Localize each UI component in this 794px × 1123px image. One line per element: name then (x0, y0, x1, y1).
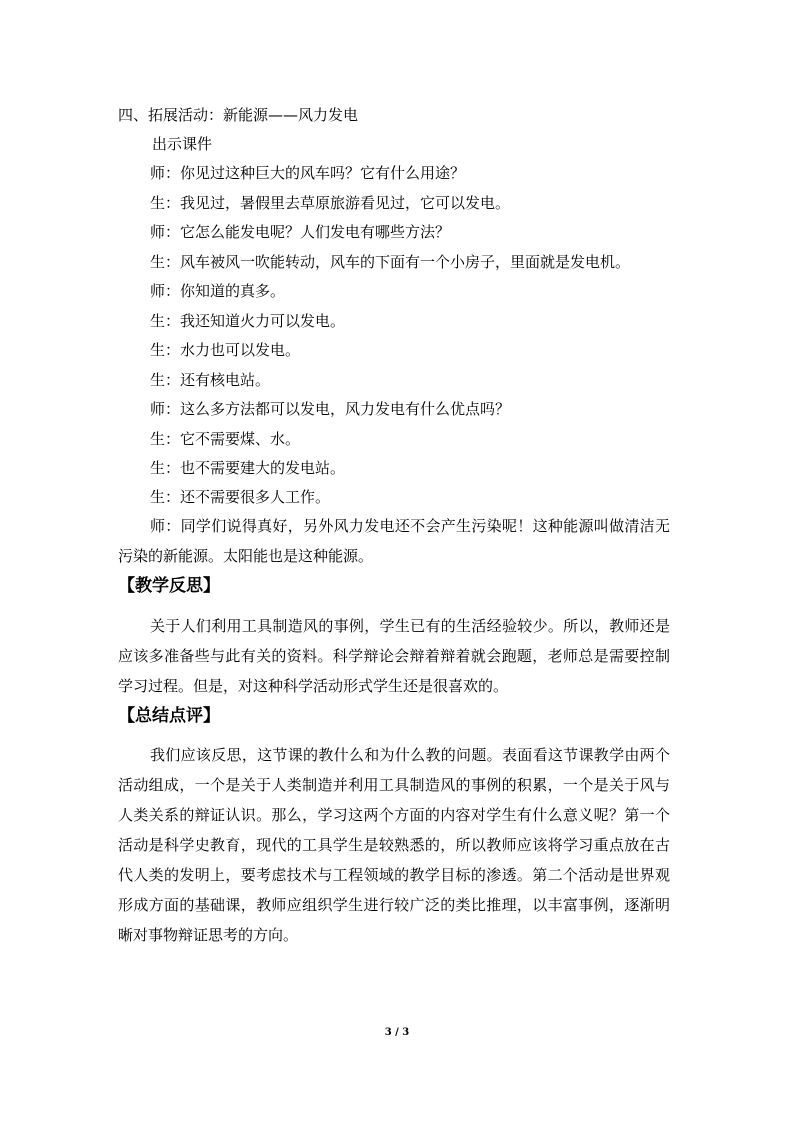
dialogue-line: 师：它怎么能发电呢？人们发电有哪些方法？ (150, 223, 451, 241)
dialogue-line: 生：它不需要煤、水。 (150, 430, 301, 448)
page-number: 3 / 3 (384, 1027, 410, 1038)
dialogue-line: 生：水力也可以发电。 (150, 341, 301, 359)
reflection-body: 关于人们利用工具制造风的事例，学生已有的生活经验较少。所以，教师还是应该多准备些与此有关的资料。科学辩论会辩着辩着就会跑题，老师总是需要控制学习过程。但是，对这种科学活动形式学生还是很喜欢的。 (118, 617, 670, 695)
dialogue-line: 生：也不需要建大的发电站。 (150, 459, 346, 477)
reflection-heading: 【教学反思】 (118, 576, 220, 596)
section-title: 四、拓展活动：新能源——风力发电 (118, 106, 359, 124)
dialogue-line: 生：我还知道火力可以发电。 (150, 312, 346, 330)
closing-paragraph: 师：同学们说得真好，另外风力发电还不会产生污染呢！这种能源叫做清洁无污染的新能源。太阳能也是这种能源。 (118, 517, 670, 565)
dialogue-line: 师：你知道的真多。 (150, 282, 286, 300)
dialogue-line: 出示课件 (152, 135, 213, 153)
dialogue-line: 生：还不需要很多人工作。 (150, 488, 331, 506)
summary-heading: 【总结点评】 (118, 706, 220, 726)
dialogue-line: 生：风车被风一吹能转动，风车的下面有一个小房子，里面就是发电机。 (150, 253, 631, 271)
dialogue-line: 师：这么多方法都可以发电，风力发电有什么优点吗？ (150, 400, 511, 418)
dialogue-line: 生：我见过，暑假里去草原旅游看见过，它可以发电。 (150, 194, 511, 212)
summary-body: 我们应该反思，这节课的教什么和为什么教的问题。表面看这节课教学由两个活动组成，一个是关于人类制造并利用工具制造风的事例的积累，一个是关于风与人类关系的辩证认识。那么，学习这两个方面的内容对学生有什么意义呢？第一个活动是科学史教育，现代的工具学生是较熟悉的，所以教师应该将学习重点放在古代人类的发明上，要考虑技术与工程领域的教学目标的渗透。第二个活动是世界观形成方面的基础课，教师应组织学生进行较广泛的类比推理，以丰富事例，逐渐明晰对事物辩证思考的方向。 (118, 746, 670, 944)
dialogue-line: 生：还有核电站。 (150, 371, 271, 389)
dialogue-line: 师：你见过这种巨大的风车吗？它有什么用途？ (150, 164, 466, 182)
